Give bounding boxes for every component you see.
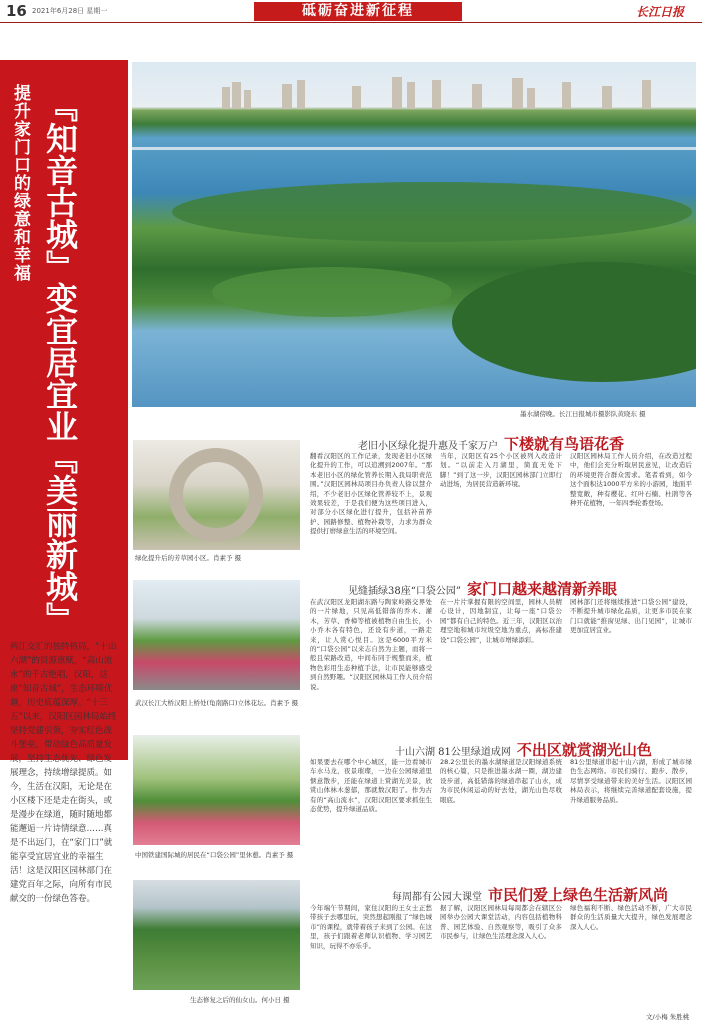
moon-gate-art	[133, 440, 300, 550]
section-1-col-3: 汉阳区园林局工作人员介绍，在改造过程中，他们会充分听取居民意见，让改造后的环境更符合群众需求。笔者看到，如今这个面积达1000平方米的小游园，地面平整宽敞，种有樱花、红叶石楠、杜鹃等各种开花植物，一年四季轮番登场。	[570, 452, 692, 508]
section-4-col-1: 今年端午节期间，家住汉阳的王女士正愁带孩子去哪里玩，突然想起刚报了“绿色城市”的课程，就带着孩子来到了公园。在这里，孩子们跟着老师认识植物、学习园艺知识，玩得不亦乐乎。	[310, 904, 432, 950]
section-1-col-1: 翻看汉阳区的工作记录，发现老旧小区绿化提升的工作，可以追溯到2007年。“那本老旧小区的绿化管养长期入我局职责范围。”汉阳区园林局项目办负责人徐以慧介绍，不少老旧小区绿化管养较不上，景观效果较差，于是我们便为这些项目进入，对部分小区绿化进行提升，包括补苗养护、园路修整、植物补栽等，力求为群众提供打磨绿意生活的环境空间。	[310, 452, 432, 536]
section-2-col-3: 园林部门还将继续推进“口袋公园”建设，不断提升城市绿化品质，让更多市民在家门口就能“推窗见绿、出门见园”，让城市更加宜居宜业。	[570, 598, 692, 635]
section-3-kicker: 十山六湖 81公里绿道成网	[395, 747, 511, 758]
section-1-title: 下楼就有鸟语花香	[504, 435, 625, 453]
section-heading-3	[395, 739, 652, 760]
issue-date: 2021年6月28日 星期一	[32, 7, 108, 15]
photo-fangcaoyuan	[133, 440, 300, 550]
photo-caption-3: 中国铁建国际城的居民在“口袋公园”里休憩。肖素予 摄	[135, 851, 294, 859]
section-2-title: 家门口越来越清新养眼	[466, 580, 617, 598]
hero-photo-lake	[132, 62, 696, 407]
main-headline: 『知音古城』变宜居宜业『美丽新城』	[41, 90, 79, 634]
hero-photo-caption: 墨水湖傍晚。长江日报城市摄影队黄晓东 摄	[520, 410, 646, 418]
section-heading-4	[392, 884, 668, 905]
photo-flower-bed	[133, 580, 300, 690]
photo-caption-1: 绿化提升后的芳草园小区。肖素予 摄	[135, 554, 242, 562]
section-1-col-2: 当年，汉阳区有25个小区被列入改造计划。“以前走入月湖里，简直无处下脚！”到了这一步，汉阳区园林部门立即行动进场，为居民营造新环境。	[440, 452, 562, 489]
section-2-col-1: 在武汉阳区龙阳湖东路与陶家岭路交界处的一片绿地，只见高低错落的乔木、灌木，芳草、香樟等植被植物自由生长，小小乔木各有特色，还设有步道，一路走来，让人赏心悦目。这是6000平方米的“口袋公园”以来志自然为主题，而将一般且荣路改造，中间布同于规整而来，植物色彩用生态种植手法，让市民能够感受到自然野趣。“汉阳区园林局工作人员介绍说。	[310, 598, 432, 691]
section-title-band: 砥砺奋进新征程	[254, 2, 462, 21]
section-heading-1	[358, 433, 624, 454]
sidebar-kicker: 提升家门口的绿意和幸福	[10, 84, 30, 282]
additional-body-text	[0, 0, 1, 1]
section-1-kicker: 老旧小区绿化提升惠及千家万户	[358, 441, 498, 452]
photo-xiannvshan	[133, 880, 300, 990]
section-3-title: 不出区就赏湖光山色	[516, 741, 652, 759]
section-4-col-2: 据了解，汉阳区园林局每周都会在辖区公园举办公园大课堂活动，内容包括植物科普、园艺体验、自然观察等，吸引了众多市民参与，让绿色生活理念深入人心。	[440, 904, 562, 941]
section-3-col-3: 81公里绿道串起十山六湖，形成了城市绿色生态网络。市民们骑行、跑步、散步，尽情享受绿道带来的美好生活。汉阳区园林局表示，将继续完善绿道配套设施，提升绿道服务品质。	[570, 758, 692, 804]
photo-caption-2: 武汉长江大桥汉阳上桥处(龟南路口)立体花坛。肖素予 摄	[135, 699, 299, 707]
photo-greenway	[133, 735, 300, 845]
author-credit: 文/小梅 朱胜桃	[646, 1013, 690, 1021]
hero-photo-art	[132, 62, 696, 407]
section-4-kicker: 每周都有公园大课堂	[392, 892, 482, 903]
section-2-col-2: 在一片片掌握有限的空间里，园林人员精心设计，因地制宜，让每一座“口袋公园”都有自己的特色。近三年，汉阳区以治理空地和城市垃圾空地为重点，高标准建设“口袋公园”，让城市增绿添彩。	[440, 598, 562, 644]
sidebar-intro-text: 两江交汇的独特格局，“十山六湖”的资源禀赋，“高山流水”的千古绝唱，汉阳，这座“知音古城”，生态环境优越，历史底蕴深厚。“十三五”以来，汉阳区园林局始终坚持党建引领，夯实红色战斗堡垒，带动绿色高质量发展，坚持生态优先、绿色发展理念，持续增绿提质。如今，生活在汉阳，无论是在小区楼下还是走在街头，或是漫步在绿道，随时随地都能邂逅一片诗情绿意……真是不出远门，在“家门口”就能享受宜居宜业的幸福生活！这是汉阳区园林部门在建党百年之际，向所有市民献交的一份绿色答卷。	[10, 642, 117, 904]
section-heading-2	[348, 578, 617, 599]
newspaper-logo: 长江日报	[636, 5, 685, 19]
photo-caption-4: 生态修复之后的仙女山。何小日 摄	[190, 996, 290, 1004]
section-3-col-1: 如果要去在哪个中心城区，能一边看城市车水马龙，夜景璀璨，一边在公园绿道里惬意散步，还能在绿道上赏湖光美景，欣赏山体林木葱郁，那就数汉阳了。作为古有的“高山流水”，汉阳汉阳区要求抓住生态优势，提升绿道品质。	[310, 758, 432, 814]
section-2-kicker: 见缝插绿38座“口袋公园”	[348, 586, 461, 597]
section-4-col-3: 绿色福利不断、绿色活动不断，广大市民群众的生活质量大大提升，绿色发展理念深入人心。	[570, 904, 692, 931]
section-4-title: 市民们爱上绿色生活新风尚	[488, 886, 669, 904]
section-3-col-2: 28.2公里长的墨水湖绿道是汉阳绿道系统的核心篇，只是推进墨水湖一圈，湖边建设步道，高低错落的绿道串起了山水，成为市民休闲运动的好去处，湖光山色尽收眼底。	[440, 758, 562, 804]
page-number: 16	[6, 2, 27, 20]
